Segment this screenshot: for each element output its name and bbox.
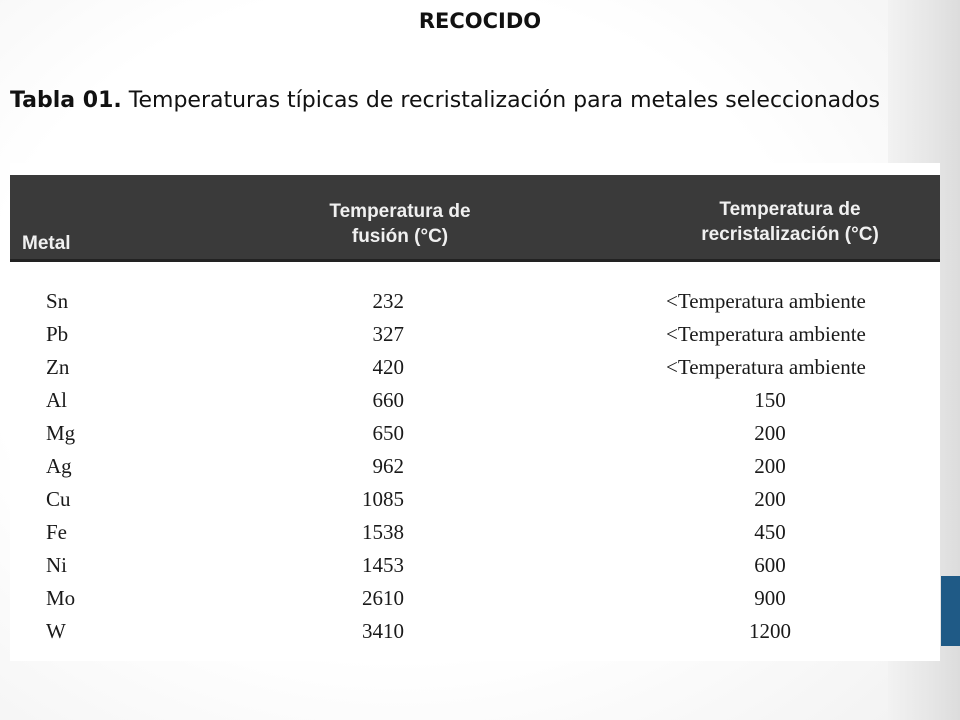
table-row [10,487,940,520]
cell-metal: Pb [46,322,69,346]
slide-heading: RECOCIDO [418,9,542,33]
cell-recryst: <Temperatura ambiente [666,322,866,346]
cell-recryst: <Temperatura ambiente [666,289,866,313]
cell-metal: W [46,619,66,643]
cell-recryst: <Temperatura ambiente [666,355,866,379]
cell-metal: Ni [46,553,67,577]
header-recryst-line1: Temperatura de [719,199,861,220]
cell-metal: Al [46,388,67,412]
cell-fusion: 420 [372,355,404,379]
recrystallization-table [10,163,940,661]
table-row [10,289,940,322]
table-row [10,355,940,388]
table-row [10,520,940,553]
table-header [10,175,940,259]
table-row [10,388,940,421]
cell-metal: Mo [46,586,76,610]
cell-metal: Zn [46,355,70,379]
table-row [10,322,940,355]
header-recrystallization [650,197,930,247]
header-fusion-line2: fusión (°C) [351,226,449,247]
table-caption [10,84,952,117]
cell-recryst: 150 [754,388,786,412]
cell-metal: Sn [46,289,69,313]
cell-recryst: 900 [754,586,786,610]
cell-recryst: 600 [754,553,786,577]
table-row [10,553,940,586]
cell-metal: Fe [46,520,67,544]
cell-fusion: 1538 [362,520,404,544]
caption-text: Temperaturas típicas de recristalización para metales seleccionados [128,88,881,113]
header-fusion [280,199,520,249]
cell-metal: Cu [46,487,71,511]
table-row [10,454,940,487]
caption-label: Tabla 01. [10,88,122,113]
header-divider [10,259,940,262]
cell-metal: Mg [46,421,76,445]
header-recryst-line2: recristalización (°C) [701,224,879,245]
header-fusion-line1: Temperatura de [329,201,471,222]
cell-fusion: 1453 [362,553,404,577]
cell-metal: Ag [46,454,72,478]
cell-recryst: 200 [754,487,786,511]
cell-fusion: 232 [372,289,404,313]
cell-fusion: 2610 [362,586,404,610]
cell-fusion: 660 [372,388,404,412]
table-row [10,421,940,454]
accent-bar [941,576,960,646]
cell-recryst: 1200 [749,619,791,643]
cell-fusion: 650 [372,421,404,445]
cell-recryst: 200 [754,421,786,445]
cell-fusion: 3410 [362,619,404,643]
cell-recryst: 450 [754,520,786,544]
header-metal: Metal [22,233,71,254]
table-row [10,586,940,619]
cell-fusion: 1085 [362,487,404,511]
cell-fusion: 962 [372,454,404,478]
cell-recryst: 200 [754,454,786,478]
cell-fusion: 327 [372,322,404,346]
table-row [10,619,940,652]
